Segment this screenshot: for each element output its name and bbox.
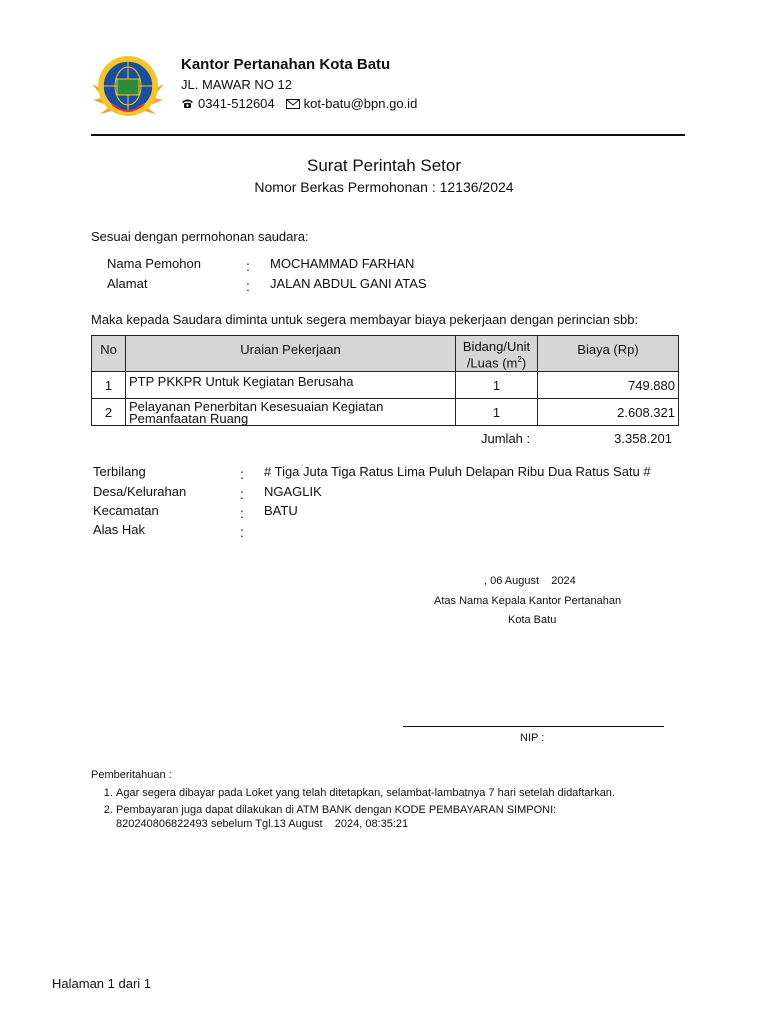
header-no: No [92, 336, 126, 372]
spelled-amount-label: Terbilang [93, 464, 146, 479]
signature-date: , 06 August 2024 [484, 575, 576, 587]
village-label: Desa/Kelurahan [93, 484, 187, 499]
district-label: Kecamatan [93, 503, 159, 518]
header-quantity-close: ) [521, 355, 527, 371]
bpn-logo [90, 48, 166, 124]
office-address: JL. MAWAR NO 12 [181, 77, 293, 92]
notice-item-text: Pembayaran juga dapat dilakukan di ATM BANK dengan KODE PEMBAYARAN SIMPONI: [116, 804, 557, 816]
header-cost: Biaya (Rp) [538, 336, 679, 372]
signature-on-behalf: Atas Nama Kepala Kantor Pertanahan [434, 595, 622, 607]
signature-line [403, 726, 664, 727]
district-value: BATU [264, 503, 298, 518]
header-description: Uraian Pekerjaan [126, 336, 456, 372]
intro-text: Sesuai dengan permohonan saudara: [91, 229, 309, 244]
applicant-name-label: Nama Pemohon [107, 256, 201, 271]
office-name: Kantor Pertanahan Kota Batu [181, 56, 391, 73]
applicant-name-separator: : [246, 258, 250, 274]
row-number: 2 [92, 399, 126, 426]
applicant-address-label: Alamat [107, 276, 148, 291]
notice-item [116, 803, 691, 831]
page-number: Halaman 1 dari 1 [52, 976, 151, 991]
village-value: NGAGLIK [264, 484, 322, 499]
applicant-name-value: MOCHAMMAD FARHAN [270, 256, 415, 271]
applicant-address-separator: : [246, 278, 250, 294]
rights-separator: : [240, 524, 244, 540]
payment-code-line: 820240806822493 sebelum Tgl.13 August 2024, 08:35:21 [116, 818, 409, 830]
file-number: Nomor Berkas Permohonan : 12136/2024 [254, 179, 514, 195]
rights-label: Alas Hak [93, 522, 146, 537]
table-header-row [92, 336, 679, 372]
total-label: Jumlah : [481, 431, 531, 446]
district-separator: : [240, 505, 244, 521]
village-separator: : [240, 486, 244, 502]
row-quantity: 1 [456, 399, 538, 426]
header-quantity-line2: /Luas (m [466, 355, 518, 371]
notice-item: 1. Agar segera dibayar pada Loket yang telah ditetapkan, selambat-lambatnya 7 hari setelah didaftarkan. [116, 786, 691, 800]
office-phone: 0341-512604 [198, 96, 275, 111]
notice-title: Pemberitahuan : [91, 769, 172, 781]
header-quantity-line1: Bidang/Unit [462, 339, 531, 354]
office-email: kot-batu@bpn.go.id [303, 96, 418, 111]
notice-list [91, 786, 691, 834]
document-title: Surat Perintah Setor [306, 156, 462, 175]
applicant-address-value: JALAN ABDUL GANI ATAS [270, 276, 427, 291]
table-row [92, 399, 679, 426]
total-value: 3.358.201 [614, 431, 672, 446]
row-quantity: 1 [456, 372, 538, 399]
row-cost: 2.608.321 [538, 399, 679, 426]
signature-nip: NIP : [520, 732, 545, 744]
table-row [92, 372, 679, 399]
row-description: Pelayanan Penerbitan Kesesuaian Kegiatan Pemanfaatan Ruang [126, 399, 456, 426]
spelled-amount-separator: : [240, 466, 244, 482]
request-text: Maka kepada Saudara diminta untuk segera membayar biaya pekerjaan dengan perincian sbb: [91, 312, 639, 327]
row-description: PTP PKKPR Untuk Kegiatan Berusaha [126, 372, 456, 399]
row-number: 1 [92, 372, 126, 399]
row-cost: 749.880 [538, 372, 679, 399]
office-contact [181, 96, 417, 111]
spelled-amount-value: # Tiga Juta Tiga Ratus Lima Puluh Delapan Ribu Dua Ratus Satu # [264, 464, 651, 479]
envelope-icon [286, 99, 300, 109]
telephone-icon [181, 98, 194, 109]
signature-city: Kota Batu [508, 614, 557, 626]
header-quantity-sup: 2 [517, 355, 522, 364]
work-table [91, 335, 679, 426]
header-quantity [456, 336, 538, 372]
header-divider [91, 134, 685, 136]
